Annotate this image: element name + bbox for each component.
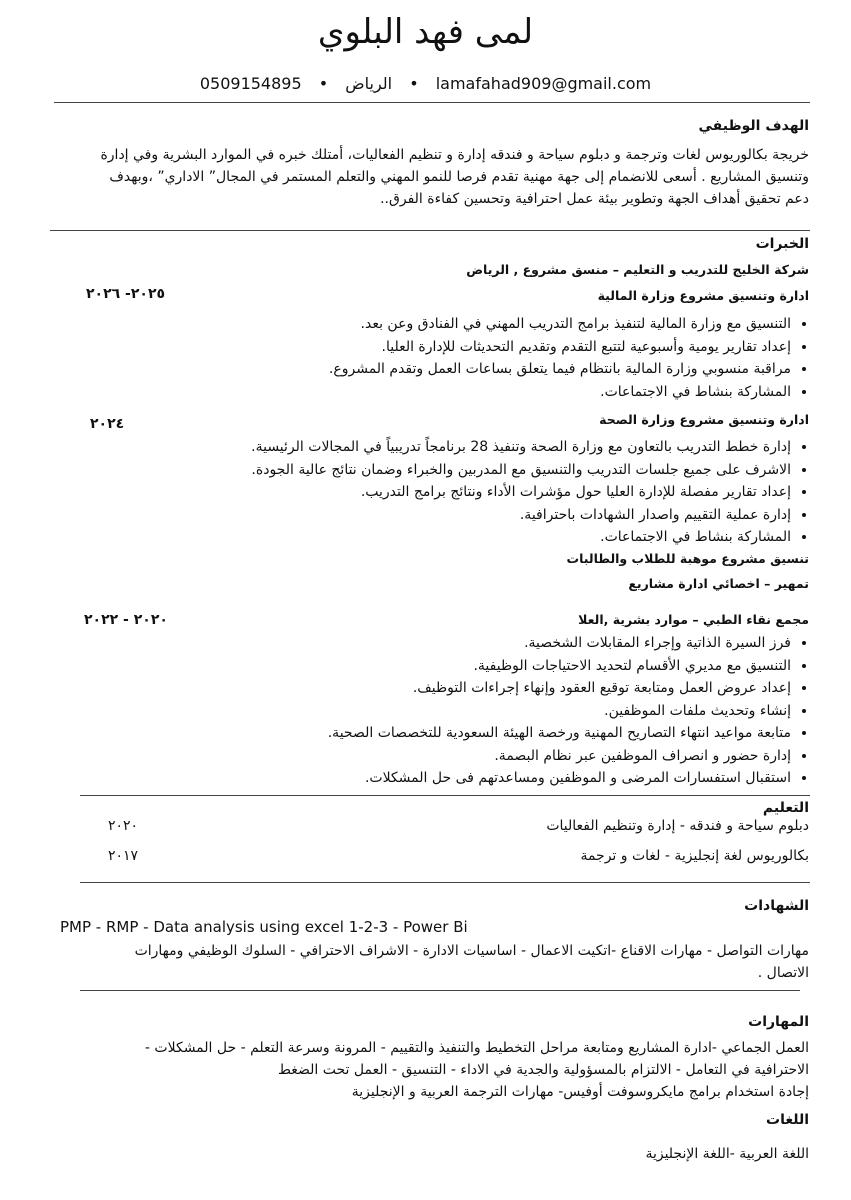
list-item: • إعداد تقارير مفصلة للإدارة العليا حول مؤشرات الأداء ونتائج برامج التدريب. [49, 481, 791, 504]
company-date: ٢٠٢٠ - ٢٠٢٢ [84, 612, 168, 628]
list-item: • إنشاء وتحديث ملفات الموظفين. [49, 700, 791, 723]
phone[interactable]: 0509154895 [199, 74, 302, 93]
list-item: • مراقبة منسوبي وزارة المالية بانتظام فيما يتعلق بساعات العمل وتقدم المشروع. [109, 358, 791, 381]
project-bullets [109, 313, 809, 403]
experience-heading: الخبرات [755, 236, 809, 252]
list-item: • متابعة مواعيد انتهاء التصاريح المهنية ورخصة الهيئة السعودية للتخصصات الصحية. [49, 722, 791, 745]
separator-dot: • [318, 74, 329, 93]
list-item: • التنسيق مع وزارة المالية لتنفيذ برامج التدريب المهني في الفنادق وعن بعد. [109, 313, 791, 336]
list-item: • استقبال استفسارات المرضى و الموظفين ومساعدتهم فى حل المشكلات. [49, 767, 791, 790]
skills-line: العمل الجماعي -ادارة المشاريع ومتابعة مراحل التخطيط والتنفيذ والتقييم - المرونة وسرعة التعلم - حل المشكلات - [144, 1040, 809, 1056]
certificates-text [39, 940, 809, 984]
list-item: • الاشرف على جميع جلسات التدريب والتنسيق مع المدربين والخبراء وضمان نتائج عالية الجودة. [49, 459, 791, 482]
list-item: • إدارة عملية التقييم واصدار الشهادات باحترافية. [49, 504, 791, 527]
languages-heading: اللغات [766, 1112, 809, 1128]
skills-text [39, 1037, 809, 1103]
applicant-name: لمى فهد البلوي [317, 12, 534, 52]
company-title: شركة الخليج للتدريب و التعليم – منسق مشروع , الرياض [466, 262, 809, 277]
skills-line: الاحترافية في التعامل - الالتزام بالمسؤولية والجدية في الاداء - التنسيق - العمل تحت الضغط [277, 1062, 809, 1078]
languages-text: اللغة العربية -اللغة الإنجليزية [645, 1146, 809, 1162]
skills-heading: المهارات [748, 1014, 809, 1030]
list-item: • التنسيق مع مديري الأقسام لتحديد الاحتياجات الوظيفية. [49, 655, 791, 678]
objective-line: خريجة بكالوريوس لغات وترجمة و دبلوم سياحة و فندقه إدارة و تنظيم الفعاليات، أمتلك خبره في الموارد البشرية وفي إدارة [100, 147, 809, 163]
divider [80, 882, 810, 883]
education-degree: دبلوم سياحة و فندقه - إدارة وتنظيم الفعاليات [546, 818, 809, 834]
list-item: • إدارة خطط التدريب بالتعاون مع وزارة الصحة وتنفيذ 28 برنامجاً تدريبياً في المجالات الرئيسية. [49, 436, 791, 459]
list-item: • المشاركة بنشاط في الاجتماعات. [109, 381, 791, 404]
project-title: تمهير – اخصائي ادارة مشاريع [628, 576, 809, 591]
city: الرياض [345, 74, 393, 93]
divider [50, 230, 810, 231]
education-degree: بكالوريوس لغة إنجليزية - لغات و ترجمة [580, 848, 809, 864]
project-date: ٢٠٢٥- ٢٠٢٦ [86, 286, 166, 302]
project-title: ادارة وتنسيق مشروع وزارة المالية [597, 288, 809, 303]
certificates-line: مهارات التواصل - مهارات الاقناع -اتكيت الاعمال - اساسيات الادارة - الاشراف الاحترافي - السلوك الوظيفي ومهارات [134, 943, 809, 959]
list-item: • إعداد عروض العمل ومتابعة توقيع العقود وإنهاء إجراءات التوظيف. [49, 677, 791, 700]
list-item: • إعداد تقارير يومية وأسبوعية لتتبع التقدم وتقديم التحديثات للإدارة العليا. [109, 336, 791, 359]
project-title: ادارة وتنسيق مشروع وزارة الصحة [599, 412, 809, 427]
education-year: ٢٠١٧ [108, 848, 139, 864]
project-bullets [49, 436, 809, 549]
list-item: • إدارة حضور و انصراف الموظفين عبر نظام البصمة. [49, 745, 791, 768]
company-title: مجمع نقاء الطبي – موارد بشرية ,العلا [578, 612, 809, 627]
project-date: ٢٠٢٤ [90, 416, 125, 432]
certificates-english: PMP - RMP - Data analysis using excel 1-2-3 - Power Bi [60, 918, 468, 936]
divider [80, 795, 810, 796]
education-year: ٢٠٢٠ [108, 818, 139, 834]
objective-heading: الهدف الوظيفي [698, 118, 809, 134]
contact-line [0, 74, 851, 93]
education-heading: التعليم [762, 800, 809, 816]
divider [80, 990, 800, 991]
list-item: • المشاركة بنشاط في الاجتماعات. [49, 526, 791, 549]
objective-line: وتنسيق المشاريع . أسعى للانضمام إلى جهة مهنية تقدم فرصا للنمو المهني والتعلم المستمر في المجال” الاداري” ،وبهدف [109, 169, 809, 185]
objective-text [19, 144, 809, 210]
project-title: تنسيق مشروع موهبة للطلاب والطالبات [566, 551, 809, 566]
divider [54, 102, 810, 103]
skills-line: إجادة استخدام برامج مايكروسوفت أوفيس- مهارات الترجمة العربية و الإنجليزية [351, 1084, 809, 1100]
certificates-heading: الشهادات [744, 898, 809, 914]
email[interactable]: lamafahad909@gmail.com [435, 74, 652, 93]
list-item: • فرز السيرة الذاتية وإجراء المقابلات الشخصية. [49, 632, 791, 655]
company-bullets [49, 632, 809, 790]
objective-line: دعم تحقيق أهداف الجهة وتطوير بيئة عمل احترافية وتحسين كفاءة الفرق.. [380, 191, 809, 207]
separator-dot: • [409, 74, 419, 93]
certificates-line: الاتصال . [757, 965, 809, 981]
